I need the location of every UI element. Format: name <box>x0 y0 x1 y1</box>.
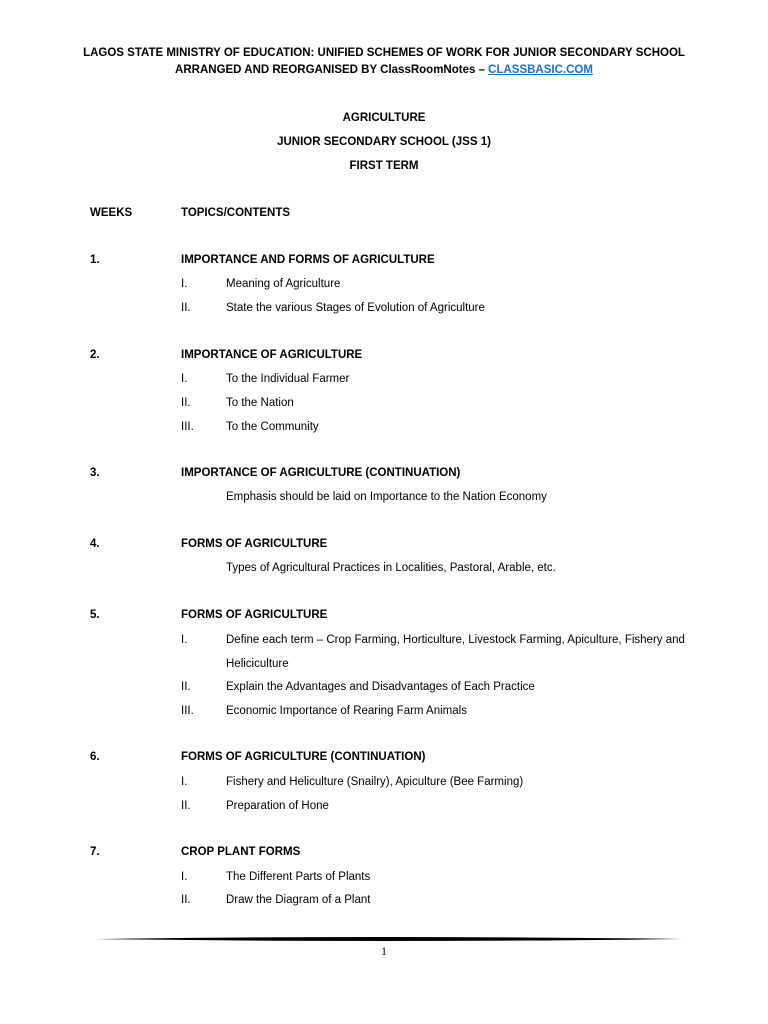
week-number: 7. <box>90 846 100 858</box>
item-text: To the Individual Farmer <box>226 373 350 385</box>
item-text: The Different Parts of Plants <box>226 871 371 883</box>
classbasic-link[interactable]: CLASSBASIC.COM <box>488 64 593 76</box>
document-header <box>0 45 768 79</box>
item-text: Fishery and Heliculture (Snailry), Apiculture (Bee Farming) <box>226 776 524 788</box>
item-numeral: II. <box>181 397 191 409</box>
item-numeral: I. <box>181 634 188 646</box>
week-note: Types of Agricultural Practices in Localities, Pastoral, Arable, etc. <box>226 562 556 574</box>
item-text: Meaning of Agriculture <box>226 278 341 290</box>
column-header-weeks: WEEKS <box>90 207 133 219</box>
header-line-1: LAGOS STATE MINISTRY OF EDUCATION: UNIFIED SCHEMES OF WORK FOR JUNIOR SECONDARY SCHOOL <box>83 47 685 59</box>
item-numeral: II. <box>181 894 191 906</box>
item-numeral: II. <box>181 800 191 812</box>
subject-title: AGRICULTURE <box>342 112 426 124</box>
week-title: FORMS OF AGRICULTURE <box>181 609 328 621</box>
item-numeral: I. <box>181 373 188 385</box>
header-line-2 <box>0 62 768 79</box>
week-number: 1. <box>90 254 100 266</box>
item-text: Draw the Diagram of a Plant <box>226 894 371 906</box>
week-number: 6. <box>90 751 100 763</box>
week-title: IMPORTANCE AND FORMS OF AGRICULTURE <box>181 254 435 266</box>
column-header-topics: TOPICS/CONTENTS <box>181 207 291 219</box>
item-text: To the Nation <box>226 397 294 409</box>
term-title: FIRST TERM <box>349 160 419 172</box>
item-text: Define each term – Crop Farming, Horticulture, Livestock Farming, Apiculture, Fishery and Heliciculture <box>226 634 685 670</box>
page-number: 1 <box>381 944 387 958</box>
item-text: State the various Stages of Evolution of Agriculture <box>226 302 485 314</box>
week-title: CROP PLANT FORMS <box>181 846 301 858</box>
item-text: Economic Importance of Rearing Farm Animals <box>226 705 467 717</box>
item-text: Preparation of Hone <box>226 800 329 812</box>
item-numeral: II. <box>181 302 191 314</box>
week-note: Emphasis should be laid on Importance to the Nation Economy <box>226 491 547 503</box>
footer-rule <box>94 936 682 942</box>
week-number: 3. <box>90 467 100 479</box>
item-numeral: I. <box>181 776 188 788</box>
week-title: FORMS OF AGRICULTURE (CONTINUATION) <box>181 751 426 763</box>
week-number: 2. <box>90 349 100 361</box>
week-title: IMPORTANCE OF AGRICULTURE (CONTINUATION) <box>181 467 461 479</box>
item-numeral: III. <box>181 705 194 717</box>
class-level: JUNIOR SECONDARY SCHOOL (JSS 1) <box>277 136 491 148</box>
week-title: IMPORTANCE OF AGRICULTURE <box>181 349 363 361</box>
item-numeral: I. <box>181 278 188 290</box>
item-numeral: II. <box>181 681 191 693</box>
header-line-2-prefix: ARRANGED AND REORGANISED BY ClassRoomNotes – <box>175 64 489 76</box>
item-numeral: III. <box>181 421 194 433</box>
item-text: To the Community <box>226 421 319 433</box>
item-text: Explain the Advantages and Disadvantages of Each Practice <box>226 681 535 693</box>
week-number: 5. <box>90 609 100 621</box>
week-number: 4. <box>90 538 100 550</box>
week-title: FORMS OF AGRICULTURE <box>181 538 328 550</box>
item-numeral: I. <box>181 871 188 883</box>
